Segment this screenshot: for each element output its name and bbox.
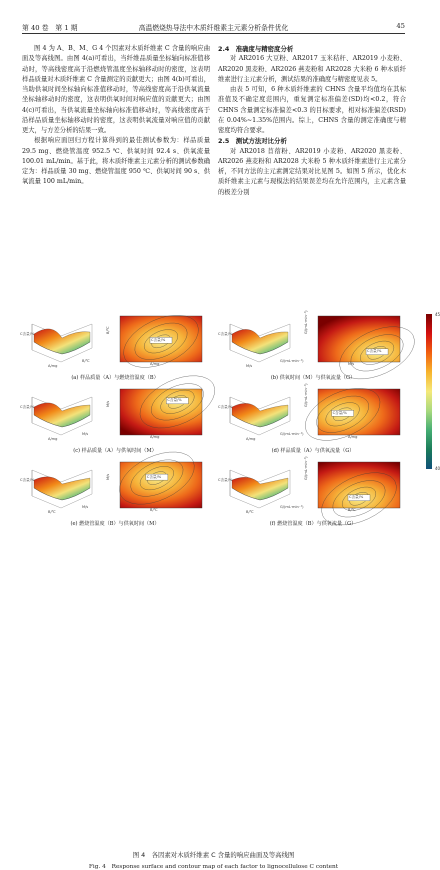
figure-panel xyxy=(22,312,208,379)
colorbar-min: 40 xyxy=(435,466,440,471)
contour-plot xyxy=(110,387,206,442)
header-rule xyxy=(22,33,405,34)
surface-axis-label: G/(mL·min⁻¹) xyxy=(280,505,304,509)
contour-box-label: C含量/% xyxy=(332,410,347,415)
contour-axis-label: G/(mL·min⁻¹) xyxy=(304,310,308,334)
page-number: 45 xyxy=(396,22,405,30)
surface-axis-label: C含量/% xyxy=(218,478,233,482)
section-heading: 2.4 准确度与精密度分析 xyxy=(218,45,294,53)
contour-axis-label: G/(mL·min⁻¹) xyxy=(304,383,308,407)
figure-caption-zh: 图 4 各因素对木质纤维素 C 含量的响应曲面及等高线图 xyxy=(132,851,295,859)
contour-axis-label: G/(mL·min⁻¹) xyxy=(304,456,308,480)
surface-axis-label: C含量/% xyxy=(218,332,233,336)
paragraph: 对 AR2016 大豆粉、AR2017 玉米秸秆、AR2019 小麦粉、AR2020 黑麦粉、AR2026 燕麦粉和 AR2028 大米粉 6 种木质纤维素进行主元素分析，测试结果的准确度与精密度见表 5。 xyxy=(218,55,406,83)
contour-axis-label: A/mg xyxy=(348,435,358,439)
surface-axis-label: A/mg xyxy=(246,437,256,441)
contour-axis-label: B/℃ xyxy=(106,326,110,334)
surface-axis-label: M/s xyxy=(246,364,253,368)
section-heading: 2.5 测试方法对比分析 xyxy=(218,137,287,146)
figure-caption-en: Fig. 4 Response surface and contour map of each factor to lignocellulose C content xyxy=(88,864,339,870)
surface-plot xyxy=(22,458,100,516)
panel-label: (a) 样品质量（A）与燃烧管温度（B） xyxy=(71,375,159,381)
figure-panel xyxy=(220,385,406,452)
contour-box-label: C含量/% xyxy=(167,398,182,403)
colorbar xyxy=(426,312,440,471)
contour-box-label: C含量/% xyxy=(367,349,382,354)
surface-axis-label: M/s xyxy=(82,505,89,509)
paragraph: 图 4 为 A、B、M、G 4 个因素对木质纤维素 C 含量的响应曲面及等高线图。由图 4(a)可看出，当纤维品质量坐标轴向标准值移动时，等高线密度高于沿燃烧管温度坐标轴移动时的密度，这表明样品质量对木质纤维素 C 含量测定的贡献更大；由图 4(b)可看出，当助供氧时间坐标轴向标准值移动时，等高线密度高于沿供氧流量坐标轴移动时的密度，这表明供氧时间对响应值的贡献更大；由图 4(c)可看出，当供氧流量坐标轴向标准值移动时，等高线密度高于沿样品质量坐标轴移动时的密度，这表明供氧流量对响应值的贡献更大，与方差分析的结果一致。 xyxy=(22,45,210,134)
running-title: 高温燃烧热导法中木质纤维素主元素分析条件优化 xyxy=(138,24,289,32)
running-header xyxy=(22,20,405,34)
surface-axis-label: A/mg xyxy=(48,364,58,368)
panel-label: (f) 燃烧管温度（B）与供氧流量（G） xyxy=(269,521,357,527)
surface-axis-label: B/℃ xyxy=(246,510,254,514)
contour-box-label: C含量/% xyxy=(151,337,166,342)
left-column xyxy=(22,44,210,188)
surface-plot xyxy=(22,385,100,443)
contour-axis-label: M/s xyxy=(106,473,110,480)
contour-box-label: C含量/% xyxy=(349,495,364,500)
paragraph: 由表 5 可知，6 种木质纤维素的 CHNS 含量平均值均在其标准值及不确定度范围内，重复测定标准偏差(SD)均<0.2，符合 CHNS 含量测定标准偏差<0.3 的目标要求，相对标准偏差(RSD)在 0.04%~1.35%范围内。综上，CHNS 含量的测定准确度与精密度均符合要求。 xyxy=(218,86,406,134)
contour-plot xyxy=(110,460,206,515)
surface-axis-label: C含量/% xyxy=(218,405,233,409)
surface-axis-label: G/(mL·min⁻¹) xyxy=(280,432,304,436)
contour-plot xyxy=(308,387,404,442)
surface-axis-label: G/(mL·min⁻¹) xyxy=(280,359,304,363)
surface-axis-label: M/s xyxy=(82,432,89,436)
contour-axis-label: B/℃ xyxy=(348,508,356,512)
panel-label: (d) 样品质量（A）与供氧流量（G） xyxy=(271,448,355,454)
contour-plot xyxy=(308,460,404,515)
panel-label: (c) 样品质量（A）与供氧时间（M） xyxy=(73,448,157,454)
panel-label: (b) 供氧时间（M）与供氧流量（G） xyxy=(270,375,356,381)
contour-plot xyxy=(308,314,404,369)
contour-axis-label: B/℃ xyxy=(150,508,158,512)
figure-4 xyxy=(20,310,440,870)
colorbar-max: 45 xyxy=(435,312,440,317)
figure-panel xyxy=(220,458,406,525)
contour-axis-label: M/s xyxy=(106,400,110,407)
volume-issue: 第 40 卷 第 1 期 xyxy=(22,24,78,32)
paragraph: 根据响应面回归方程计算得到的最佳测试参数为：样品质量 29.5 mg、燃烧管温度 952.5 ℃、供氧时间 92.4 s、供氧流量 100.01 mL/min。基于此，将木质纤维素主元素分析的测试参数确定为：样品质量 30 mg、燃烧管温度 950 ℃、供氧时间 90 s、供氧流量 100 mL/min。 xyxy=(22,137,210,186)
surface-axis-label: C含量/% xyxy=(20,478,35,482)
surface-axis-label: B/℃ xyxy=(48,510,56,514)
right-column xyxy=(218,44,406,198)
surface-axis-label: C含量/% xyxy=(20,405,35,409)
panel-label: (e) 燃烧管温度（B）与供氧时间（M） xyxy=(70,521,160,527)
surface-axis-label: A/mg xyxy=(48,437,58,441)
figure-panel xyxy=(22,385,208,452)
contour-axis-label: A/mg xyxy=(150,362,160,366)
figure-panel xyxy=(220,312,406,379)
surface-axis-label: C含量/% xyxy=(20,332,35,336)
figure-panel xyxy=(22,458,208,525)
contour-axis-label: A/mg xyxy=(150,435,160,439)
contour-box-label: C含量/% xyxy=(146,474,162,479)
surface-axis-label: B/℃ xyxy=(82,359,90,363)
paragraph: 对 AR2018 苜蓿粉、AR2019 小麦粉、AR2020 黑麦粉、AR2026 燕麦粉和 AR2028 大米粉 5 种木质纤维素进行主元素分析，不同方法的主元素测定结果对比见图 5。如图 5 所示，优化木质纤维素主元素与现模法的结果误差均在允许范围内，主元素含量的极差分别 xyxy=(218,147,406,196)
contour-axis-label: M/s xyxy=(348,362,355,366)
